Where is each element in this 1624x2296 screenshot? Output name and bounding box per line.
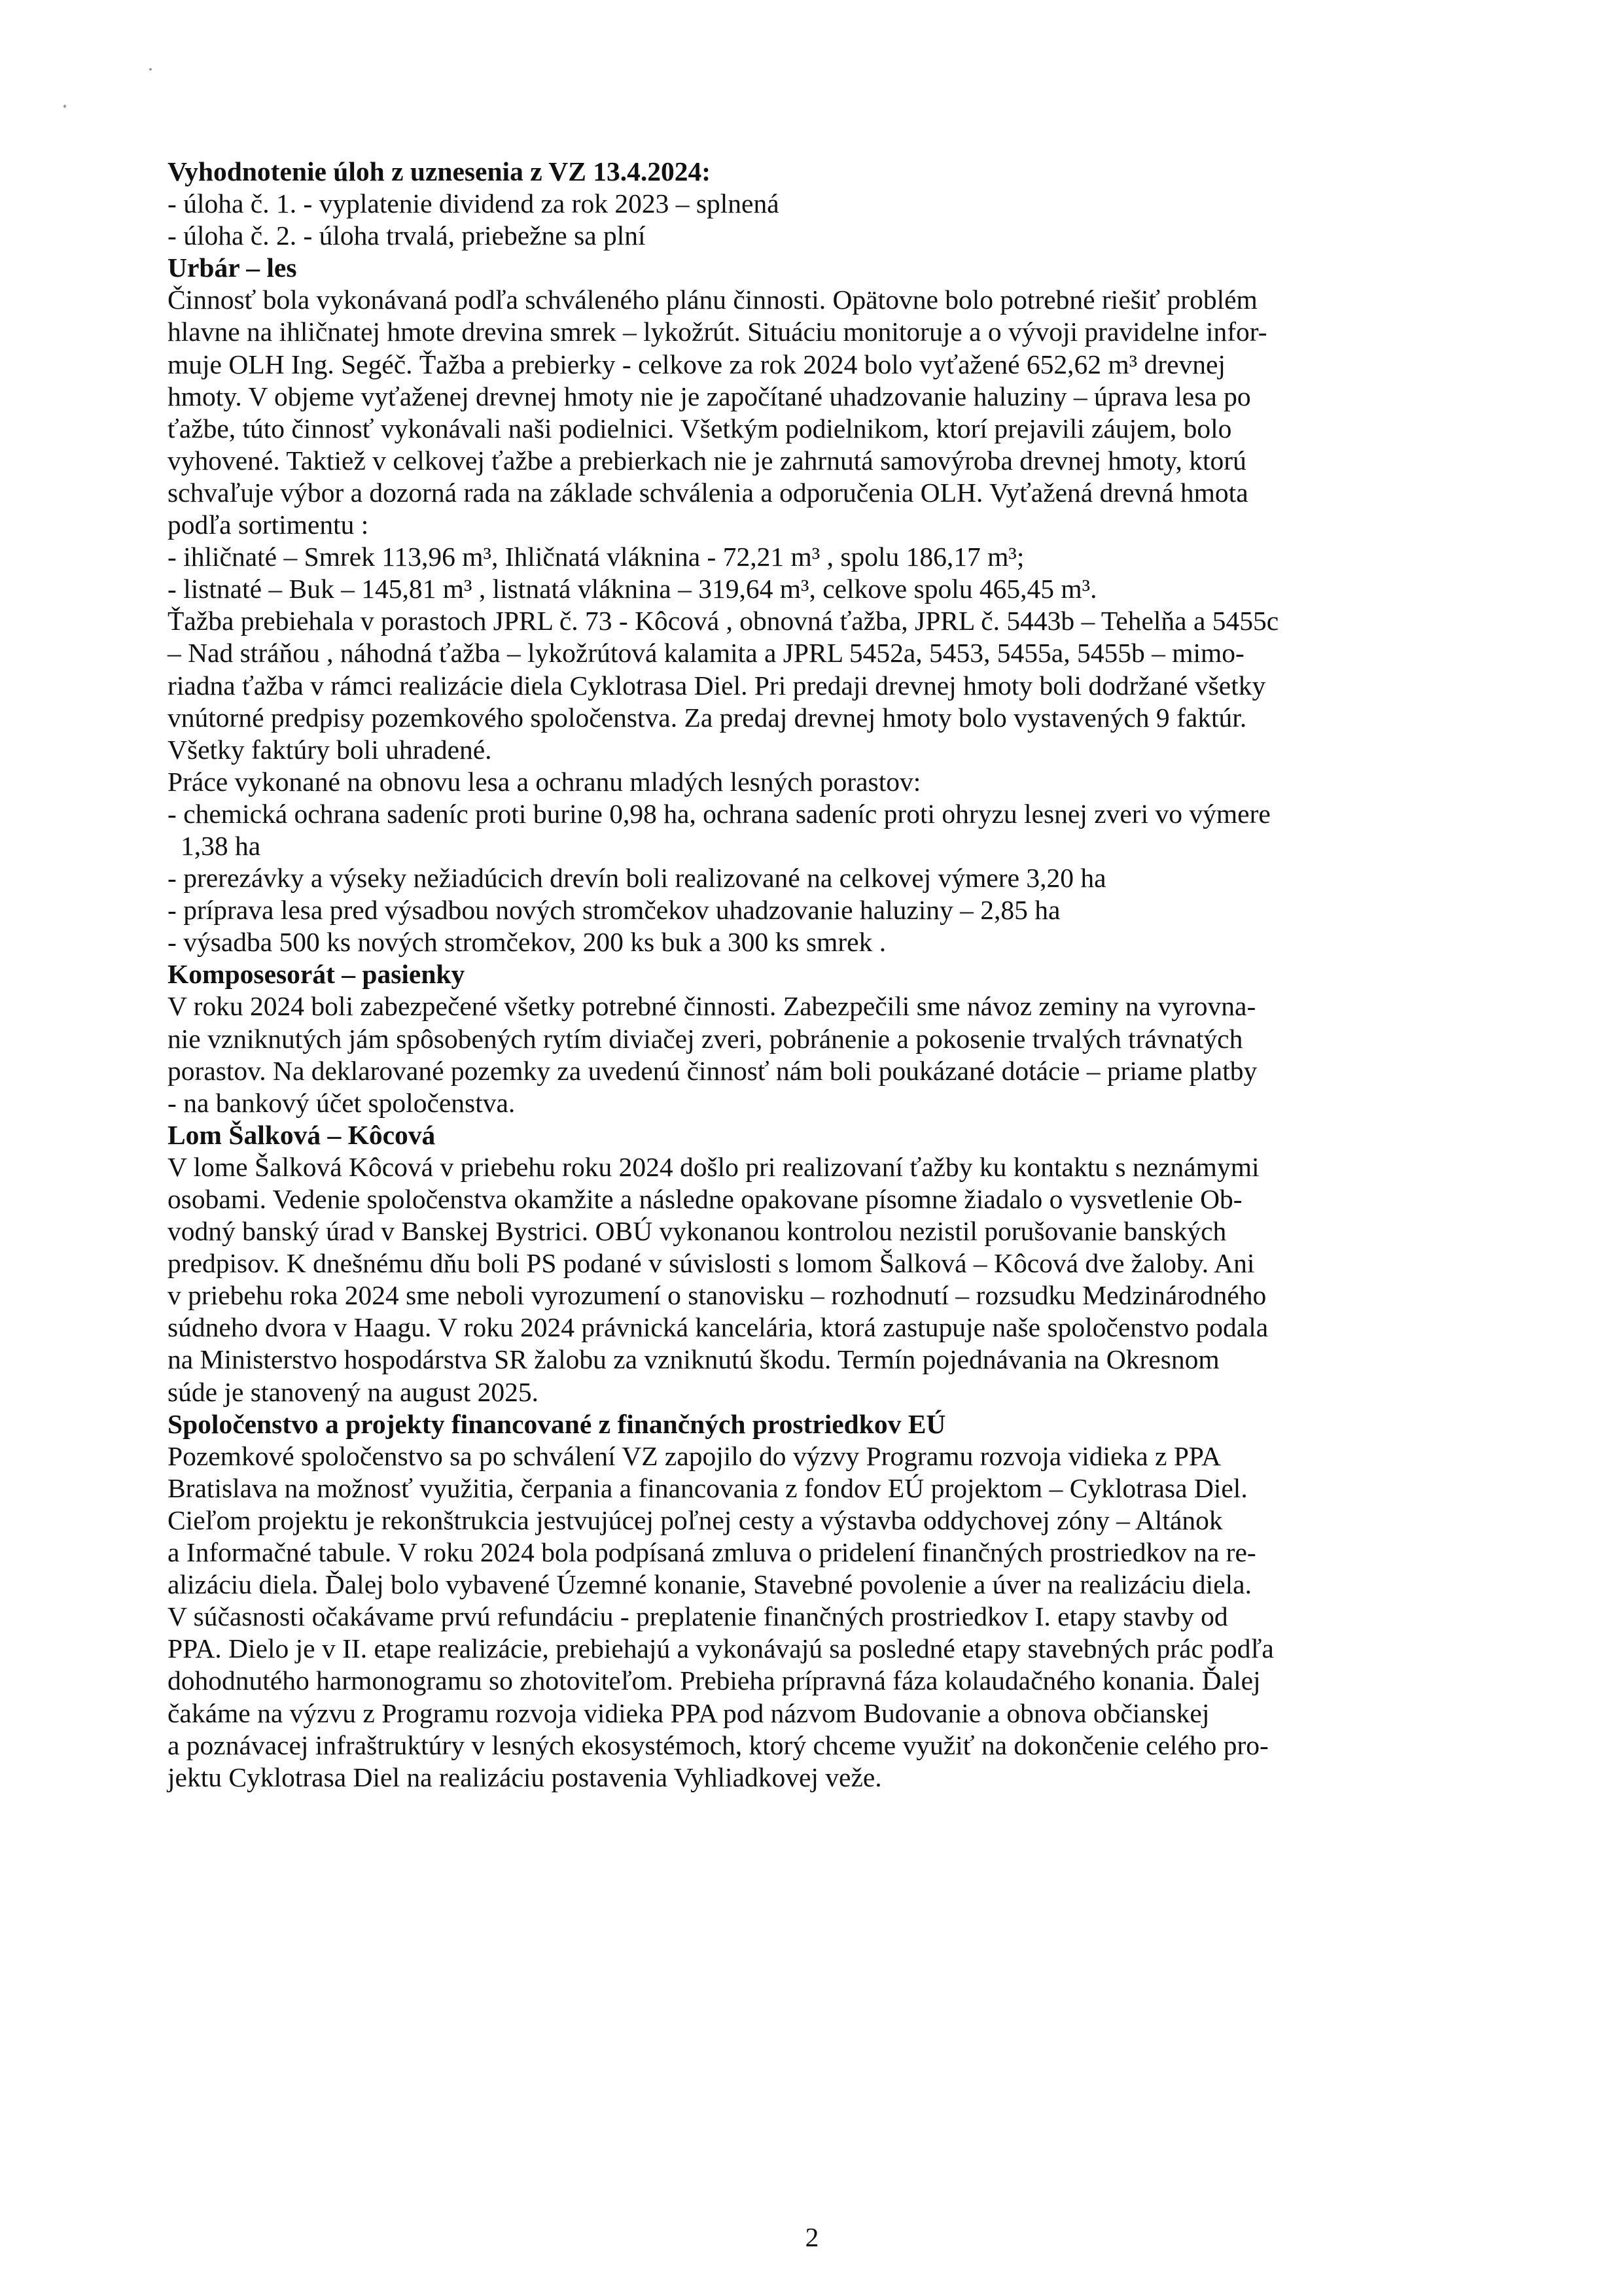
text-line: schvaľuje výbor a dozorná rada na základe schválenia a odporučenia OLH. Vyťažená drevná hmota	[168, 477, 1248, 508]
text-line: súde je stanovený na august 2025.	[168, 1376, 539, 1407]
text-line: Činnosť bola vykonávaná podľa schváleného plánu činnosti. Opätovne bolo potrebné riešiť problém	[168, 285, 1258, 315]
text-line: - úloha č. 1. - vyplatenie dividend za rok 2023 – splnená	[168, 188, 779, 219]
text-line: - príprava lesa pred výsadbou nových stromčekov uhadzovanie haluziny – 2,85 ha	[168, 895, 1061, 926]
section-heading: Vyhodnotenie úloh z uznesenia z VZ 13.4.2024:	[168, 156, 711, 186]
section-heading: Urbár – les	[168, 252, 297, 283]
scan-speck	[149, 68, 152, 71]
text-line: - ihličnaté – Smrek 113,96 m³, Ihličnatá vláknina - 72,21 m³ , spolu 186,17 m³;	[168, 542, 1025, 572]
text-line: porastov. Na deklarované pozemky za uvedenú činnosť nám boli poukázané dotácie – priame platby	[168, 1055, 1258, 1086]
text-line: V roku 2024 boli zabezpečené všetky potrebné činnosti. Zabezpečili sme návoz zeminy na vyrovna-	[168, 991, 1256, 1022]
text-line: riadna ťažba v rámci realizácie diela Cyklotrasa Diel. Pri predaji drevnej hmoty boli dodržané všetky	[168, 670, 1266, 701]
text-line: vyhovené. Taktiež v celkovej ťažbe a prebierkach nie je zahrnutá samovýroba drevnej hmoty, ktorú	[168, 445, 1246, 476]
text-line: na Ministerstvo hospodárstva SR žalobu za vzniknutú škodu. Termín pojednávania na Okresnom	[168, 1344, 1220, 1375]
text-line: dohodnutého harmonogramu so zhotoviteľom. Prebieha prípravná fáza kolaudačného konania. Ďalej	[168, 1665, 1261, 1696]
text-line: a Informačné tabule. V roku 2024 bola podpísaná zmluva o pridelení finančných prostriedkov na re-	[168, 1537, 1256, 1568]
text-line: - chemická ochrana sadeníc proti burine 0,98 ha, ochrana sadeníc proti ohryzu lesnej zveri vo výmere	[168, 798, 1271, 829]
text-line: Cieľom projektu je rekonštrukcia jestvujúcej poľnej cesty a výstavba oddychovej zóny – Altánok	[168, 1505, 1223, 1535]
text-line: Práce vykonané na obnovu lesa a ochranu mladých lesných porastov:	[168, 766, 921, 797]
text-line: Všetky faktúry boli uhradené.	[168, 734, 492, 765]
text-line: nie vzniknutých jám spôsobených rytím diviačej zveri, pobránenie a pokosenie trvalých trávnatých	[168, 1023, 1243, 1054]
text-line: v priebehu roka 2024 sme neboli vyrozumení o stanovisku – rozhodnutí – rozsudku Medzinárodného	[168, 1280, 1267, 1311]
text-line: – Nad stráňou , náhodná ťažba – lykožrútová kalamita a JPRL 5452a, 5453, 5455a, 5455b – mimo-	[168, 638, 1244, 669]
section-heading: Komposesorát – pasienky	[168, 959, 465, 990]
document-body	[168, 156, 1477, 1794]
text-line: V lome Šalková Kôcová v priebehu roku 2024 došlo pri realizovaní ťažby ku kontaktu s neznámymi	[168, 1151, 1260, 1182]
text-line: vodný banský úrad v Banskej Bystrici. OBÚ vykonanou kontrolou nezistil porušovanie banských	[168, 1216, 1227, 1247]
text-line: čakáme na výzvu z Programu rozvoja vidieka PPA pod názvom Budovanie a obnova občianskej	[168, 1697, 1210, 1728]
text-line: - úloha č. 2. - úloha trvalá, priebežne sa plní	[168, 220, 646, 251]
page-number: 2	[805, 2222, 819, 2252]
text-line: Ťažba prebiehala v porastoch JPRL č. 73 - Kôcová , obnovná ťažba, JPRL č. 5443b – Tehelňa a 5455c	[168, 606, 1279, 636]
text-line: osobami. Vedenie spoločenstva okamžite a následne opakovane písomne žiadalo o vysvetlenie Ob-	[168, 1184, 1243, 1214]
section-heading: Lom Šalková – Kôcová	[168, 1119, 436, 1150]
text-line: predpisov. K dnešnému dňu boli PS podané v súvislosti s lomom Šalková – Kôcová dve žaloby. Ani	[168, 1248, 1255, 1279]
text-line: ťažbe, túto činnosť vykonávali naši podielnici. Všetkým podielnikom, ktorí prejavili záujem, bolo	[168, 413, 1232, 444]
section-heading: Spoločenstvo a projekty financované z finančných prostriedkov EÚ	[168, 1408, 946, 1439]
text-line: súdneho dvora v Haagu. V roku 2024 právnická kancelária, ktorá zastupuje naše spoločenstvo podala	[168, 1312, 1269, 1343]
text-line: Pozemkové spoločenstvo sa po schválení VZ zapojilo do výzvy Programu rozvoja vidieka z PPA	[168, 1440, 1222, 1471]
text-line: hlavne na ihličnatej hmote drevina smrek – lykožrút. Situáciu monitoruje a o vývoji pravidelne infor-	[168, 317, 1267, 347]
scan-speck	[63, 105, 66, 108]
text-line: PPA. Dielo je v II. etape realizácie, prebiehajú a vykonávajú sa posledné etapy stavebných prác podľa	[168, 1633, 1274, 1664]
text-line: - listnaté – Buk – 145,81 m³ , listnatá vláknina – 319,64 m³, celkove spolu 465,45 m³.	[168, 574, 1097, 604]
text-line: hmoty. V objeme vyťaženej drevnej hmoty nie je započítané uhadzovanie haluziny – úprava lesa po	[168, 381, 1251, 411]
text-line: vnútorné predpisy pozemkového spoločenstva. Za predaj drevnej hmoty bolo vystavených 9 faktúr.	[168, 702, 1247, 733]
text-line: - výsadba 500 ks nových stromčekov, 200 ks buk a 300 ks smrek .	[168, 927, 887, 958]
text-line: alizáciu diela. Ďalej bolo vybavené Územné konanie, Stavebné povolenie a úver na realizáciu diela.	[168, 1569, 1252, 1600]
text-line: - prerezávky a výseky nežiadúcich drevín boli realizované na celkovej výmere 3,20 ha	[168, 863, 1106, 894]
text-line: a poznávacej infraštruktúry v lesných ekosystémoch, ktorý chceme využiť na dokončenie celého pro-	[168, 1730, 1269, 1760]
text-line: jektu Cyklotrasa Diel na realizáciu postavenia Vyhliadkovej veže.	[168, 1762, 882, 1792]
text-line: - na bankový účet spoločenstva.	[168, 1087, 516, 1118]
text-line: V súčasnosti očakávame prvú refundáciu - preplatenie finančných prostriedkov I. etapy stavby od	[168, 1601, 1228, 1632]
text-line: Bratislava na možnosť využitia, čerpania a financovania z fondov EÚ projektom – Cyklotrasa Diel.	[168, 1472, 1248, 1503]
text-line: podľa sortimentu :	[168, 510, 369, 540]
text-line: 1,38 ha	[181, 830, 261, 861]
text-line: muje OLH Ing. Segéč. Ťažba a prebierky - celkove za rok 2024 bolo vyťažené 652,62 m³ drevnej	[168, 349, 1226, 379]
